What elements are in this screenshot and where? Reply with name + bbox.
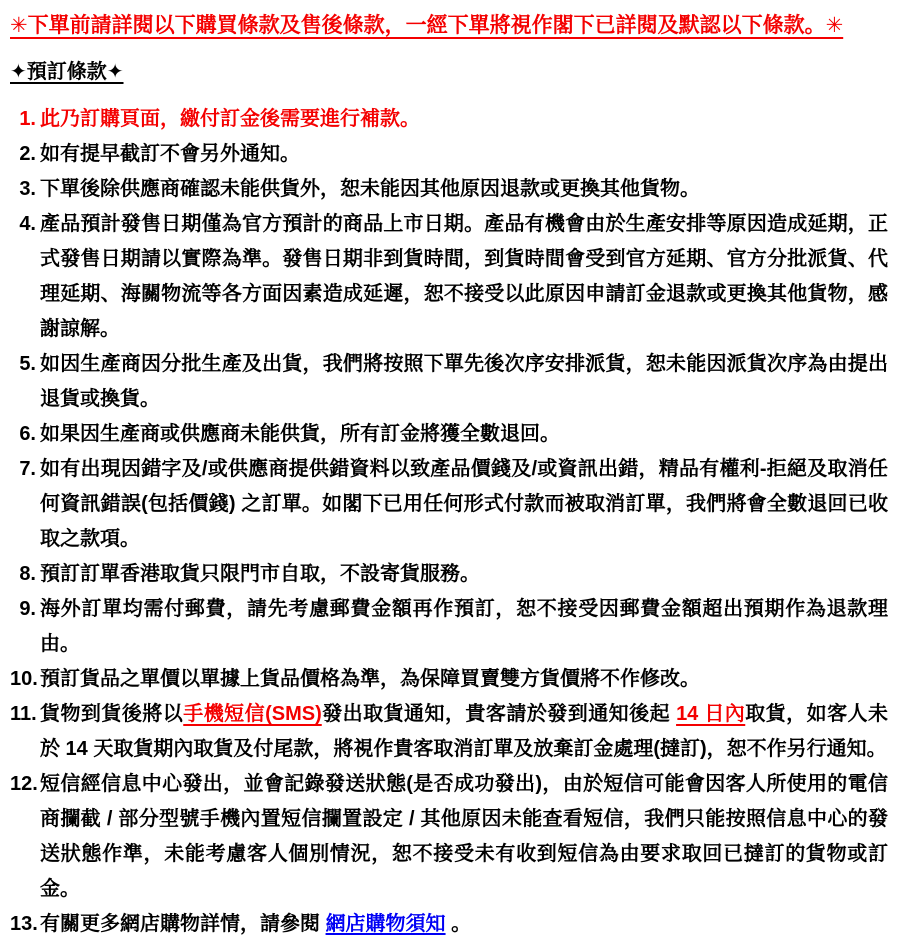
term-item-2 (10, 137, 888, 172)
term-item-1 (10, 102, 888, 137)
term-text-segment: 產品預計發售日期僅為官方預計的商品上市日期。產品有機會由於生產安排等原因造成延期，正式發售日期請以實際為準。發售日期非到貨時間，到貨時間會受到官方延期、官方分批派貨、代理延期、海關物流等各方面因素造成延遲，恕不接受以此原因申請訂金退款或更換其他貨物，感謝諒解。 (40, 213, 888, 340)
term-item-7 (10, 452, 888, 557)
term-number: 10. (10, 668, 38, 690)
terms-list (10, 102, 888, 942)
term-number: 9. (19, 598, 36, 620)
term-text (40, 423, 560, 445)
section-title-row (10, 57, 888, 88)
term-text (40, 598, 888, 655)
term-text-segment: 有關更多網店購物詳情，請參閱 (40, 913, 326, 935)
term-text-segment: 短信經信息中心發出，並會記錄發送狀態(是否成功發出)，由於短信可能會因客人所使用的電信商攔截 / 部分型號手機內置短信攔置設定 / 其他原因未能查看短信，我們只能按照信息中心的發送狀態作準，未能考慮客人個別情況，恕不接受未有收到短信為由要求取回已撻訂的貨物或訂金。 (40, 773, 888, 900)
term-number: 2. (19, 143, 36, 165)
term-number: 5. (19, 353, 36, 375)
term-text (40, 703, 888, 760)
term-text (40, 668, 700, 690)
term-item-9 (10, 592, 888, 662)
term-text-segment: 發出取貨通知，貴客請於發到通知後起 (321, 703, 677, 725)
term-item-10 (10, 662, 888, 697)
term-text-segment: 如果因生產商或供應商未能供貨，所有訂金將獲全數退回。 (40, 423, 560, 445)
term-number: 1. (19, 108, 36, 130)
term-text (40, 913, 471, 935)
term-text-segment: 貨物到貨後將以 (40, 703, 184, 725)
term-number: 13. (10, 913, 38, 935)
term-item-11 (10, 697, 888, 767)
term-text (40, 213, 888, 340)
term-item-13 (10, 907, 888, 942)
term-number: 12. (10, 773, 38, 795)
term-text-segment: 取貨，如客人未於 14 天取貨期內取貨及付尾款，將視作貴客取消訂單及放棄訂金處理(撻訂)，恕不作另行通知。 (40, 703, 889, 760)
term-text (40, 178, 700, 200)
term-number: 7. (19, 458, 36, 480)
term-text (40, 563, 480, 585)
term-text (40, 458, 888, 550)
term-number: 6. (19, 423, 36, 445)
term-number: 3. (19, 178, 36, 200)
sms-highlight: 手機短信(SMS) (183, 703, 322, 725)
term-item-6 (10, 417, 888, 452)
term-text-segment: 。 (445, 913, 472, 935)
term-text-segment: 如因生產商因分批生產及出貨，我們將按照下單先後次序安排派貨，恕未能因派貨次序為由提出退貨或換貨。 (40, 353, 888, 410)
term-number: 8. (19, 563, 36, 585)
term-item-5 (10, 347, 888, 417)
term-text-segment: 此乃訂購頁面，繳付訂金後需要進行補款。 (40, 108, 420, 130)
section-title: ✦預訂條款✦ (10, 61, 124, 83)
term-text-segment: 如有提早截訂不會另外通知。 (40, 143, 300, 165)
term-text-segment: 預訂貨品之單價以單據上貨品價格為準，為保障買賣雙方貨價將不作修改。 (40, 668, 700, 690)
term-item-4 (10, 207, 888, 347)
pickup-deadline-highlight: 14 日內 (676, 703, 746, 725)
term-item-12 (10, 767, 888, 907)
term-text-segment: 海外訂單均需付郵費，請先考慮郵費金額再作預訂，恕不接受因郵費金額超出預期作為退款理由。 (40, 598, 888, 655)
term-text (40, 108, 420, 130)
term-item-3 (10, 172, 888, 207)
term-text (40, 143, 300, 165)
store-shopping-notice-link[interactable]: 網店購物須知 (325, 913, 446, 935)
term-text (40, 773, 888, 900)
term-item-8 (10, 557, 888, 592)
term-text-segment: 預訂訂單香港取貨只限門市自取，不設寄貨服務。 (40, 563, 480, 585)
term-number: 4. (19, 213, 36, 235)
term-text-segment: 如有出現因錯字及/或供應商提供錯資料以致產品價錢及/或資訊出錯，精品有權利-拒絕及取消任何資訊錯誤(包括價錢) 之訂單。如閣下已用任何形式付款而被取消訂單，我們將會全數退回已收取之款項。 (40, 458, 888, 550)
pre-order-warning-header: ✳下單前請詳閱以下購買條款及售後條款，一經下單將視作閣下已詳閱及默認以下條款。✳ (10, 14, 844, 37)
term-text (40, 353, 888, 410)
term-text-segment: 下單後除供應商確認未能供貨外，恕未能因其他原因退款或更換其他貨物。 (40, 178, 700, 200)
term-number: 11. (10, 703, 37, 725)
